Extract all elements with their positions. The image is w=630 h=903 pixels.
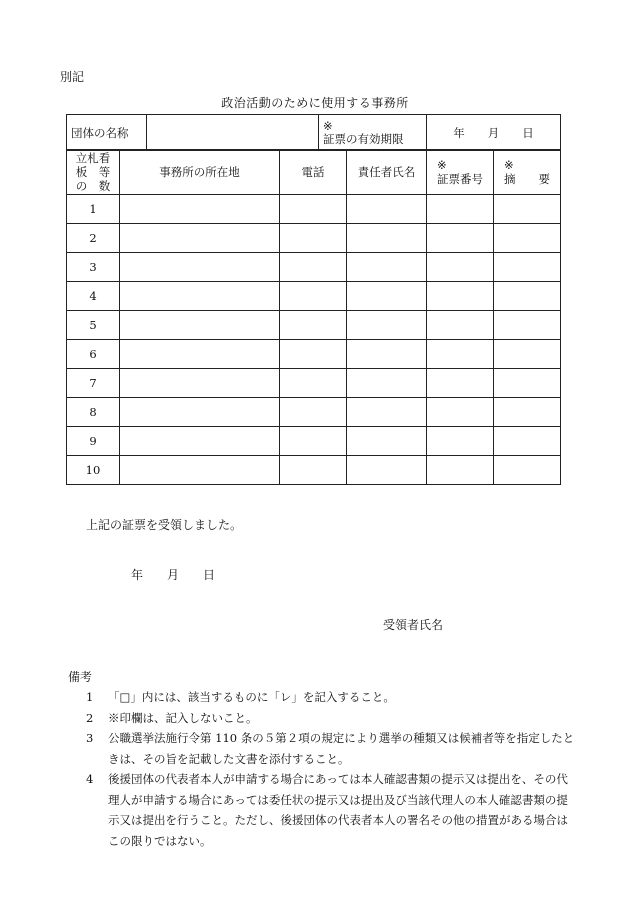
person-cell[interactable] (347, 224, 427, 253)
cert-number-cell[interactable] (427, 311, 494, 340)
table-row (67, 398, 561, 427)
kome-mark: ※ (323, 118, 333, 133)
person-cell[interactable] (347, 369, 427, 398)
validity-date-field[interactable]: 年 月 日 (427, 115, 561, 151)
phone-cell[interactable] (280, 253, 347, 282)
form-title: 政治活動のために使用する事務所 (221, 96, 409, 110)
col-cert-header: ※ 証票番号 (427, 150, 494, 195)
phone-cell[interactable] (280, 369, 347, 398)
remarks-cell[interactable] (494, 282, 561, 311)
note-item (86, 728, 576, 769)
note-number: 4 (86, 772, 94, 786)
phone-cell[interactable] (280, 195, 347, 224)
notes-list (86, 687, 576, 851)
note-text: 後援団体の代表者本人が申請する場合にあっては本人確認書類の提示又は提出を、その代理人が申請する場合にあっては委任状の提示又は提出及び当該代理人の本人確認書類の提示又は提出を行うこと。ただし、後援団体の代表者本人の署名その他の措置がある場合はこの限りではない。 (108, 772, 568, 848)
cert-number-cell[interactable] (427, 195, 494, 224)
table-row (67, 253, 561, 282)
address-cell[interactable] (120, 253, 280, 282)
office-table (66, 149, 561, 485)
address-cell[interactable] (120, 311, 280, 340)
note-text: 公職選挙法施行令第 110 条の５第２項の規定により選挙の種類又は候補者等を指定したときは、その旨を記載した文書を添付すること。 (108, 731, 575, 766)
table-row (67, 427, 561, 456)
row-number: 4 (67, 282, 120, 311)
row-number: 1 (67, 195, 120, 224)
remarks-cell[interactable] (494, 456, 561, 485)
phone-cell[interactable] (280, 311, 347, 340)
note-number: 2 (86, 710, 94, 725)
table-row (67, 195, 561, 224)
cert-number-cell[interactable] (427, 398, 494, 427)
row-number: 10 (67, 456, 120, 485)
table-row (67, 224, 561, 253)
note-number: 1 (86, 690, 94, 704)
address-cell[interactable] (120, 398, 280, 427)
address-cell[interactable] (120, 224, 280, 253)
note-text: ※印欄は、記入しないこと。 (108, 710, 258, 725)
person-cell[interactable] (347, 427, 427, 456)
col-person-header: 責任者氏名 (347, 150, 427, 195)
person-cell[interactable] (347, 398, 427, 427)
cert-number-cell[interactable] (427, 340, 494, 369)
note-text: 「□」内には、該当するものに「レ」を記入すること。 (108, 690, 395, 704)
receipt-statement: 上記の証票を受領しました。 (86, 518, 243, 532)
org-name-label: 団体の名称 (67, 115, 147, 151)
notes-heading: 備考 (68, 670, 93, 684)
row-number: 5 (67, 311, 120, 340)
phone-cell[interactable] (280, 224, 347, 253)
table-header-row (67, 150, 561, 195)
address-cell[interactable] (120, 369, 280, 398)
cert-number-cell[interactable] (427, 369, 494, 398)
note-item (86, 687, 576, 708)
header-table (66, 114, 561, 151)
address-cell[interactable] (120, 282, 280, 311)
cert-number-cell[interactable] (427, 282, 494, 311)
table-row (67, 311, 561, 340)
validity-label: 証票の有効期限 (323, 131, 404, 146)
table-row (67, 369, 561, 398)
cert-number-cell[interactable] (427, 456, 494, 485)
address-cell[interactable] (120, 340, 280, 369)
person-cell[interactable] (347, 195, 427, 224)
address-cell[interactable] (120, 427, 280, 456)
note-item (86, 769, 576, 851)
phone-cell[interactable] (280, 398, 347, 427)
row-number: 6 (67, 340, 120, 369)
col-phone-header: 電話 (280, 150, 347, 195)
phone-cell[interactable] (280, 427, 347, 456)
remarks-cell[interactable] (494, 253, 561, 282)
person-cell[interactable] (347, 311, 427, 340)
phone-cell[interactable] (280, 282, 347, 311)
cert-number-cell[interactable] (427, 427, 494, 456)
remarks-cell[interactable] (494, 427, 561, 456)
org-name-field[interactable] (147, 115, 319, 151)
receiver-name-label: 受領者氏名 (383, 618, 444, 632)
validity-cell (319, 115, 427, 151)
col-remarks-header: ※ 摘 要 (494, 150, 561, 195)
appendix-label: 別記 (60, 70, 85, 84)
row-number: 8 (67, 398, 120, 427)
person-cell[interactable] (347, 282, 427, 311)
row-number: 2 (67, 224, 120, 253)
table-row (67, 340, 561, 369)
row-number: 7 (67, 369, 120, 398)
phone-cell[interactable] (280, 340, 347, 369)
address-cell[interactable] (120, 456, 280, 485)
row-number: 3 (67, 253, 120, 282)
remarks-cell[interactable] (494, 224, 561, 253)
note-item (86, 708, 576, 729)
col-count-header: 立札看 板 等 の 数 (67, 150, 120, 195)
remarks-cell[interactable] (494, 195, 561, 224)
person-cell[interactable] (347, 340, 427, 369)
row-number: 9 (67, 427, 120, 456)
table-row (67, 282, 561, 311)
remarks-cell[interactable] (494, 369, 561, 398)
remarks-cell[interactable] (494, 340, 561, 369)
person-cell[interactable] (347, 456, 427, 485)
col-address-header: 事務所の所在地 (120, 150, 280, 195)
phone-cell[interactable] (280, 456, 347, 485)
remarks-cell[interactable] (494, 398, 561, 427)
cert-number-cell[interactable] (427, 253, 494, 282)
address-cell[interactable] (120, 195, 280, 224)
person-cell[interactable] (347, 253, 427, 282)
remarks-cell[interactable] (494, 311, 561, 340)
receipt-date-field[interactable]: 年 月 日 (131, 568, 216, 582)
cert-number-cell[interactable] (427, 224, 494, 253)
table-row (67, 456, 561, 485)
note-number: 3 (86, 731, 94, 745)
